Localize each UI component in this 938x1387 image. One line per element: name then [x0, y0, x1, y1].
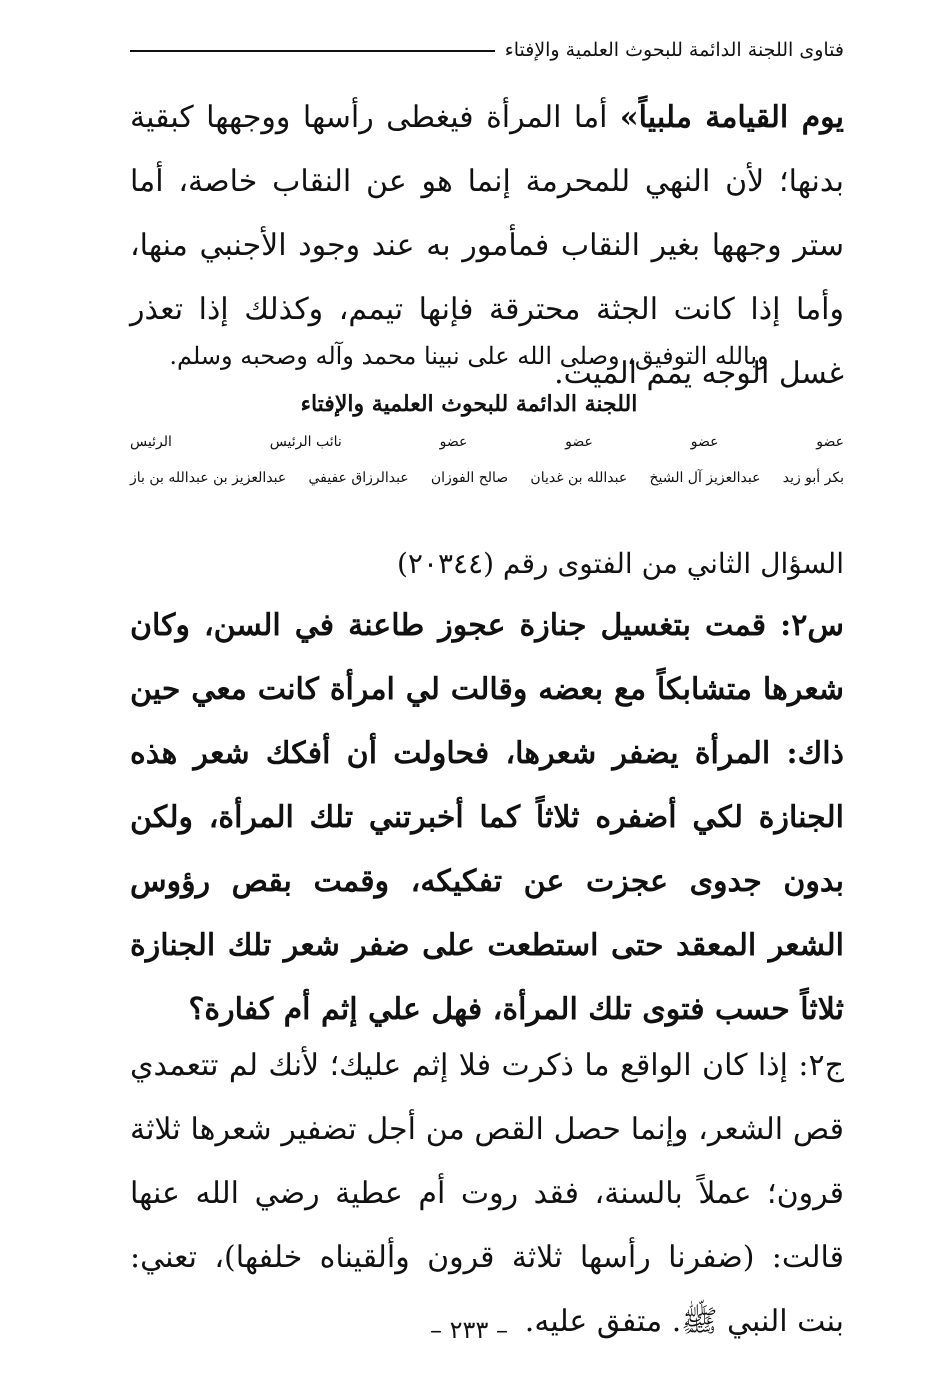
member-role: الرئيس [130, 434, 172, 450]
closing-prayer: وبالله التوفيق، وصلى الله على نبينا محمد وآله وصحبه وسلم. [169, 342, 769, 370]
opening-text: أما المرأة فيغطى رأسها ووجهها كبقية بدنها؛ لأن النهي للمحرمة إنما هو عن النقاب خاصة، أما ستر وجهها بغير النقاب فمأمور به عند وجود الأجنبي منها، وأما إذا كانت الجثة محترقة فإنها تيمم، وكذلك إذا تعذر غسل الوجه يمم الميت. [130, 100, 844, 391]
answer-paragraph: ج٢: إذا كان الواقع ما ذكرت فلا إثم عليك؛ لأنك لم تتعمدي قص الشعر، وإنما حصل القص من أجل تضفير شعرها ثلاثة قرون؛ عملاً بالسنة، فقد روت أم عطية رضي الله عنها قالت: (ضفرنا رأسها ثلاثة قرون وألقيناه خلفها)، تعني: بنت النبي ﷺ. متفق عليه. [130, 1048, 844, 1339]
member-name: بكر أبو زيد [782, 470, 844, 486]
section-heading: السؤال الثاني من الفتوى رقم (٢٠٣٤٤) [396, 547, 844, 580]
member-role: عضو [816, 434, 844, 450]
running-header [130, 30, 844, 70]
page-number: – ٢٣٣ – [430, 1316, 508, 1344]
member-role: نائب الرئيس [269, 434, 342, 450]
member-name: عبدالعزيز بن عبدالله بن باز [130, 470, 287, 486]
member-name: عبدالرزاق عفيفي [308, 470, 409, 486]
member-role: عضو [690, 434, 719, 450]
committee-roles-row [130, 434, 844, 450]
running-title: فتاوى اللجنة الدائمة للبحوث العلمية والإفتاء [504, 39, 844, 61]
header-rule [130, 50, 495, 52]
member-role: عضو [439, 434, 468, 450]
opening-bold-start: يوم القيامة ملبياً» [619, 100, 844, 135]
question-paragraph: س٢: قمت بتغسيل جنازة عجوز طاعنة في السن، وكان شعرها متشابكاً مع بعضه وقالت لي امرأة كانت معي حين ذاك: المرأة يضفر شعرها، فحاولت أن أفكك شعر هذه الجنازة لكي أضفره ثلاثاً كما أخبرتني تلك المرأة، ولكن بدون جدوى عجزت عن تفكيكه، وقمت بقص رؤوس الشعر المعقد حتى استطعت على ضفر شعر تلك الجنازة ثلاثاً حسب فتوى تلك المرأة، فهل علي إثم أم كفارة؟ [130, 608, 844, 1027]
member-role: عضو [565, 434, 593, 450]
member-name: صالح الفوزان [430, 470, 509, 486]
member-name: عبدالعزيز آل الشيخ [649, 470, 761, 486]
committee-names-row [130, 470, 844, 486]
committee-name: اللجنة الدائمة للبحوث العلمية والإفتاء [300, 391, 638, 417]
member-name: عبدالله بن غديان [530, 470, 628, 486]
